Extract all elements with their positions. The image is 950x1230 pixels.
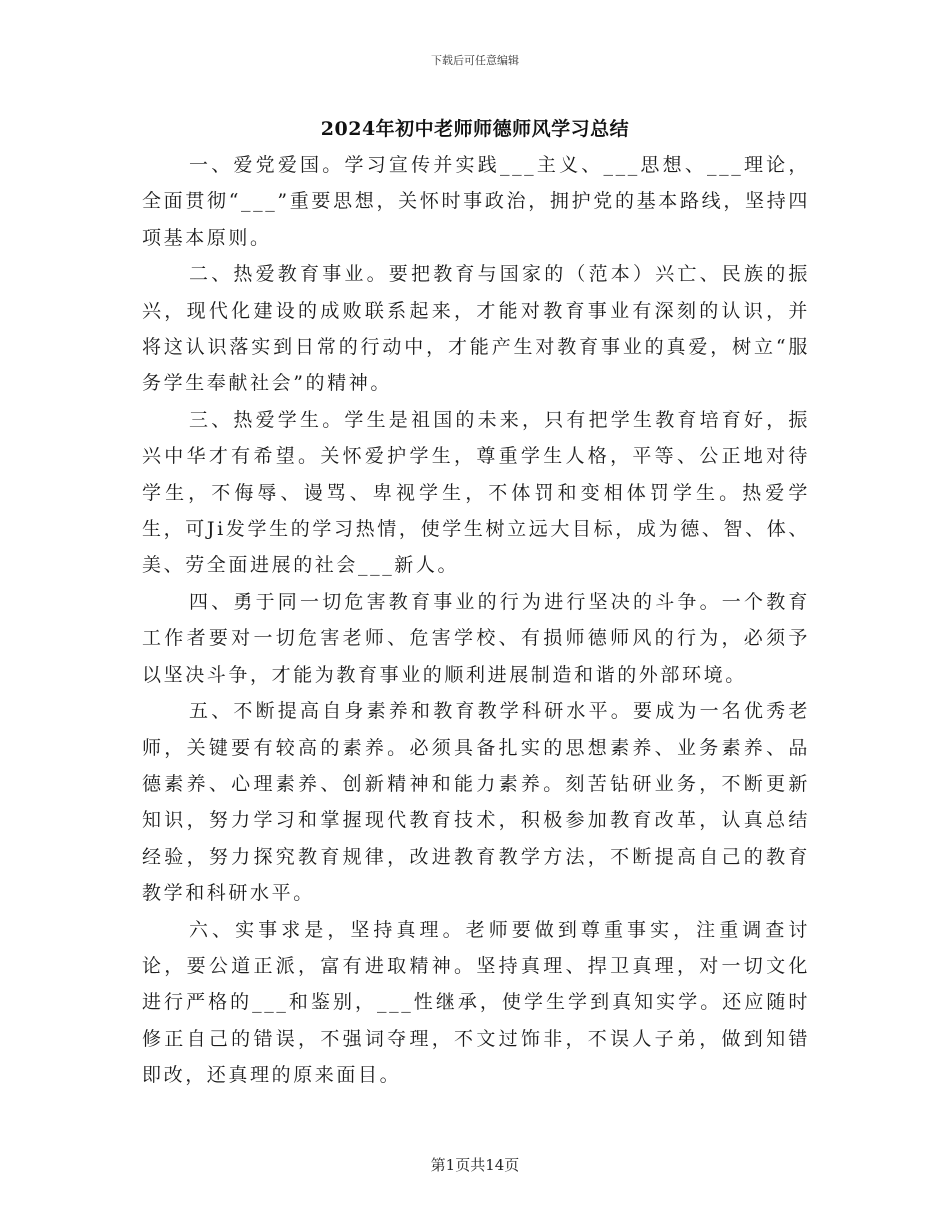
document-body: [142, 147, 810, 1094]
paragraph-5: 五、不断提高自身素养和教育教学科研水平。要成为一名优秀老师，关键要有较高的素养。必须具备扎实的思想素养、业务素养、品德素养、心理素养、创新精神和能力素养。刻苦钻研业务，不断更新知识，努力学习和掌握现代教育技术，积极参加教育改革，认真总结经验，努力探究教育规律，改进教育教学方法，不断提高自己的教育教学和科研水平。: [142, 700, 810, 905]
paragraph-6: 六、实事求是，坚持真理。老师要做到尊重事实，注重调查讨论，要公道正派，富有进取精神。坚持真理、捍卫真理，对一切文化进行严格的___和鉴别，___性继承，使学生学到真知实学。还应随时修正自己的错误，不强词夺理，不文过饰非，不误人子弟，做到知错即改，还真理的原来面目。: [142, 918, 810, 1087]
header-note: 下载后可任意编辑: [431, 54, 519, 67]
document-title: 2024年初中老师师德师风学习总结: [320, 118, 630, 140]
page-number-footer: 第1页共14页: [430, 1156, 520, 1174]
paragraph-2: 二、热爱教育事业。要把教育与国家的（范本）兴亡、民族的振兴，现代化建设的成败联系起来，才能对教育事业有深刻的认识，并将这认识落实到日常的行动中，才能产生对教育事业的真爱，树立“服务学生奉献社会”的精神。: [142, 263, 810, 395]
paragraph-4: 四、勇于同一切危害教育事业的行为进行坚决的斗争。一个教育工作者要对一切危害老师、危害学校、有损师德师风的行为，必须予以坚决斗争，才能为教育事业的顺利进展制造和谐的外部环境。: [142, 590, 810, 686]
paragraph-3: 三、热爱学生。学生是祖国的未来，只有把学生教育培育好，振兴中华才有希望。关怀爱护学生，尊重学生人格，平等、公正地对待学生，不侮辱、谩骂、卑视学生，不体罚和变相体罚学生。热爱学生，可Ji发学生的学习热情，使学生树立远大目标，成为德、智、体、美、劳全面进展的社会___新人。: [142, 408, 810, 577]
paragraph-1: 一、爱党爱国。学习宣传并实践___主义、___思想、___理论，全面贯彻“___”重要思想，关怀时事政治，拥护党的基本路线，坚持四项基本原则。: [142, 154, 810, 249]
